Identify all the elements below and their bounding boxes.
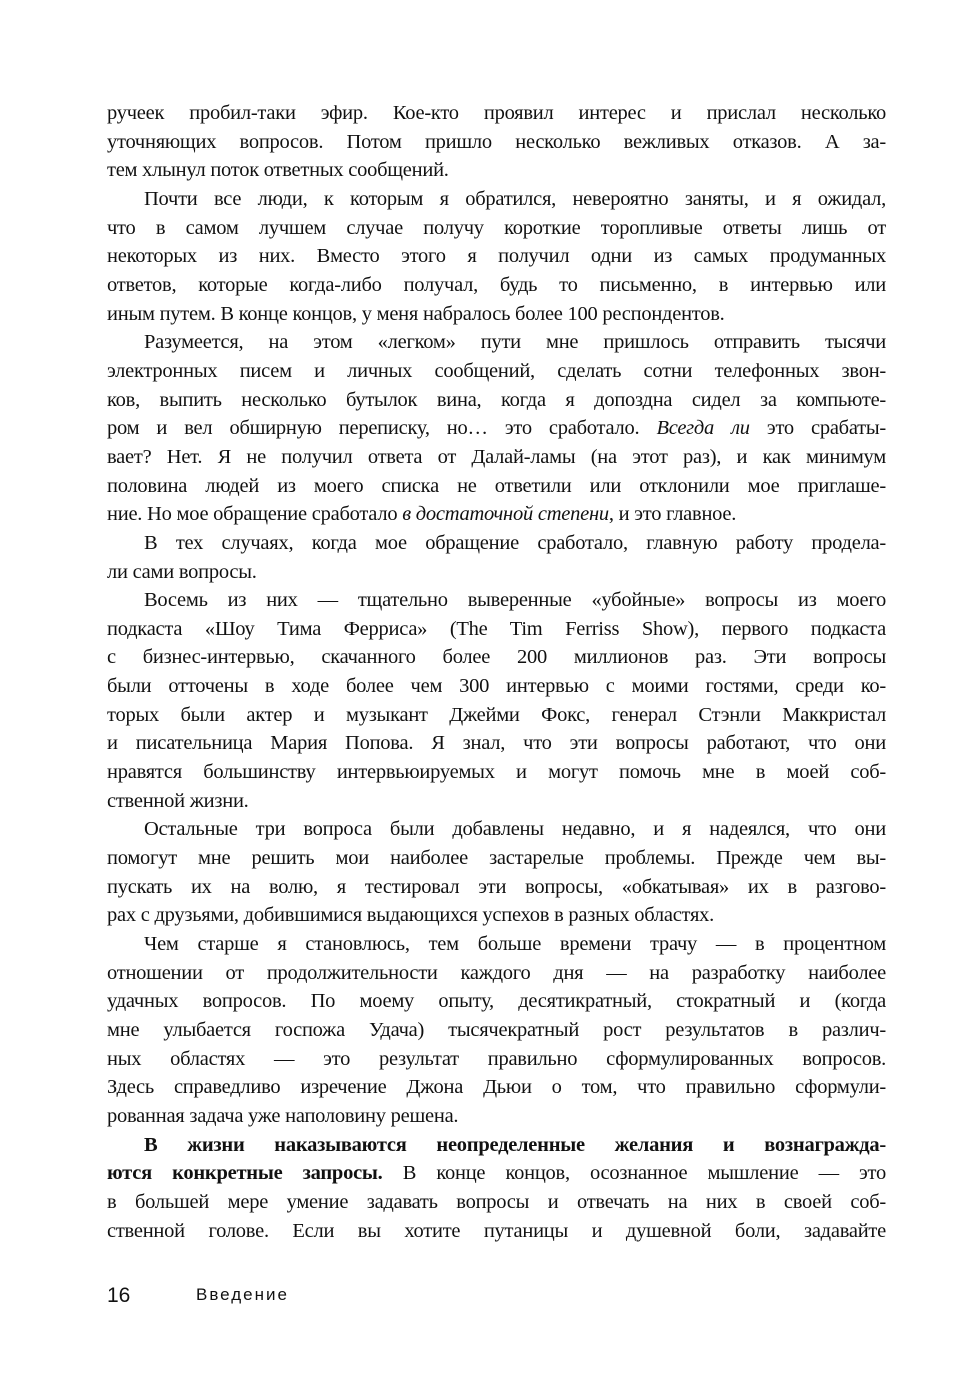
text-segment: с бизнес-интервью, скачанного более 200 миллионов раз. Эти вопросы — [107, 646, 886, 669]
text-segment: мне улыбается госпожа Удача) тысячекратный рост результатов в различ- — [107, 1019, 886, 1041]
text-line — [107, 185, 886, 214]
text-segment: подкаста «Шоу Тима Ферриса» (The Tim Ferriss Show), первого подкаста — [107, 617, 886, 640]
text-line — [107, 643, 886, 672]
text-segment: это срабаты- — [749, 417, 886, 440]
text-line — [107, 987, 886, 1016]
text-segment: иным путем. В конце концов, у меня набралось более 100 респондентов. — [107, 302, 725, 325]
text-line — [107, 787, 886, 816]
text-line — [107, 214, 886, 243]
text-segment: рах с друзьями, добившимися выдающихся успехов в разных областях. — [107, 904, 715, 927]
text-segment: торых были актер и музыкант Джейми Фокс, генерал Стэнли Маккристал — [107, 703, 886, 726]
body-text — [107, 99, 886, 1245]
text-segment: ков, выпить несколько бутылок вина, когда я допоздна сидел за компьюте- — [107, 388, 886, 411]
bold-text: В жизни наказываются неопределенные желания и вознагражда- — [144, 1133, 886, 1156]
text-segment: ственной голове. Если вы хотите путаницы и душевной боли, задавайте — [107, 1219, 886, 1242]
text-segment: В тех случаях, когда мое обращение сработало, главную работу проделa- — [144, 531, 886, 554]
text-segment: , и это главное. — [608, 503, 737, 526]
text-segment: ных областях — это результат правильно сформулированных вопросов. — [107, 1047, 886, 1070]
text-line — [107, 901, 886, 930]
section-title: Введение — [196, 1285, 289, 1304]
italic-text: в достаточной степени — [402, 503, 609, 526]
text-segment: половина людей из моего списка не ответили или отклонили мое приглаше- — [107, 474, 886, 497]
text-segment: Чем старше я становлюсь, тем больше времени трачу — в процентном — [144, 933, 886, 956]
text-segment: ответов, которые когда-либо получал, будь то письменно, в интервью или — [107, 273, 886, 296]
text-line — [107, 701, 886, 730]
text-line — [107, 1045, 886, 1074]
text-line — [107, 472, 886, 501]
text-line — [107, 873, 886, 902]
text-segment: Почти все люди, к которым я обратился, невероятно заняты, и я ожидал, — [144, 187, 886, 210]
text-line — [107, 1016, 886, 1045]
text-line — [107, 156, 886, 185]
text-line — [107, 1217, 886, 1246]
text-line — [107, 1188, 886, 1217]
text-line — [107, 729, 886, 758]
text-line — [107, 615, 886, 644]
text-segment: вает? Нет. Я не получил ответа от Далай-ламы (на этот раз), и как минимум — [107, 445, 886, 468]
text-segment: в большей мере умение задавать вопросы и отвечать на них в своей соб- — [107, 1190, 886, 1213]
text-segment: ние. Но мое обращение сработало — [107, 503, 403, 526]
text-segment: некоторых из них. Вместо этого я получил одни из самых продуманных — [107, 245, 886, 268]
text-segment: ром и вел обширную переписку, но… это сработало. — [107, 417, 657, 440]
text-segment: помогут мне решить мои наиболее застарелые проблемы. Прежде чем вы- — [107, 847, 886, 870]
text-line — [107, 815, 886, 844]
text-line — [107, 300, 886, 329]
text-line — [107, 586, 886, 615]
text-line — [107, 414, 886, 443]
text-line — [107, 357, 886, 386]
text-segment: рованная задача уже наполовину решена. — [107, 1104, 459, 1127]
text-line — [107, 672, 886, 701]
page-number: 16 — [107, 1284, 131, 1307]
text-segment: В конце концов, осознанное мышление — это — [382, 1162, 886, 1185]
text-line — [107, 758, 886, 787]
text-segment: ственной жизни. — [107, 789, 249, 812]
text-segment: что в самом лучшем случае получу короткие торопливые ответы лишь от — [107, 216, 886, 239]
text-segment: Остальные три вопроса были добавлены недавно, и я надеялся, что они — [144, 818, 886, 841]
text-line — [107, 1102, 886, 1131]
text-line — [107, 1073, 886, 1102]
italic-text: Всегда ли — [656, 417, 750, 440]
text-segment: Восемь из них — тщательно выверенные «убойные» вопросы из моего — [144, 589, 886, 612]
text-line — [107, 529, 886, 558]
text-segment: тем хлынул поток ответных сообщений. — [107, 159, 449, 182]
text-line — [107, 1159, 886, 1188]
text-line — [107, 443, 886, 472]
text-line — [107, 500, 886, 529]
text-segment: и писательница Мария Попова. Я знал, что эти вопросы работают, что они — [107, 732, 886, 755]
text-segment: электронных писем и личных сообщений, сделать сотни телефонных звон- — [107, 359, 886, 382]
text-segment: отношении от продолжительности каждого дня — на разработку наиболее — [107, 961, 886, 984]
text-segment: Здесь справедливо изречение Джона Дьюи о том, что правильно сформули- — [107, 1076, 886, 1099]
text-segment: удачных вопросов. По моему опыту, десятикратный, стократный и (когда — [107, 990, 886, 1013]
text-line — [107, 328, 886, 357]
text-segment: ли сами вопросы. — [107, 560, 257, 583]
text-segment: пускать их на волю, я тестировал эти вопросы, «обкатывая» их в разгово- — [107, 875, 886, 898]
text-line — [107, 386, 886, 415]
text-line — [107, 271, 886, 300]
text-line — [107, 128, 886, 157]
text-segment: нравятся большинству интервьюируемых и могут помочь мне в моей соб- — [107, 761, 886, 784]
text-line — [107, 558, 886, 587]
text-segment: были отточены в ходе более чем 300 интервью с моими гостями, среди ко- — [107, 675, 886, 698]
text-line — [107, 844, 886, 873]
text-line — [107, 242, 886, 271]
text-line — [107, 959, 886, 988]
text-line — [107, 1131, 886, 1160]
bold-text: ются конкретные запросы. — [107, 1162, 383, 1185]
text-line — [107, 99, 886, 128]
text-line — [107, 930, 886, 959]
text-segment: ручеек пробил-таки эфир. Кое-кто проявил интерес и прислал несколько — [107, 102, 886, 124]
text-segment: уточняющих вопросов. Потом пришло несколько вежливых отказов. А за- — [107, 130, 886, 153]
text-segment: Разумеется, на этом «легком» пути мне пришлось отправить тысячи — [144, 331, 886, 354]
